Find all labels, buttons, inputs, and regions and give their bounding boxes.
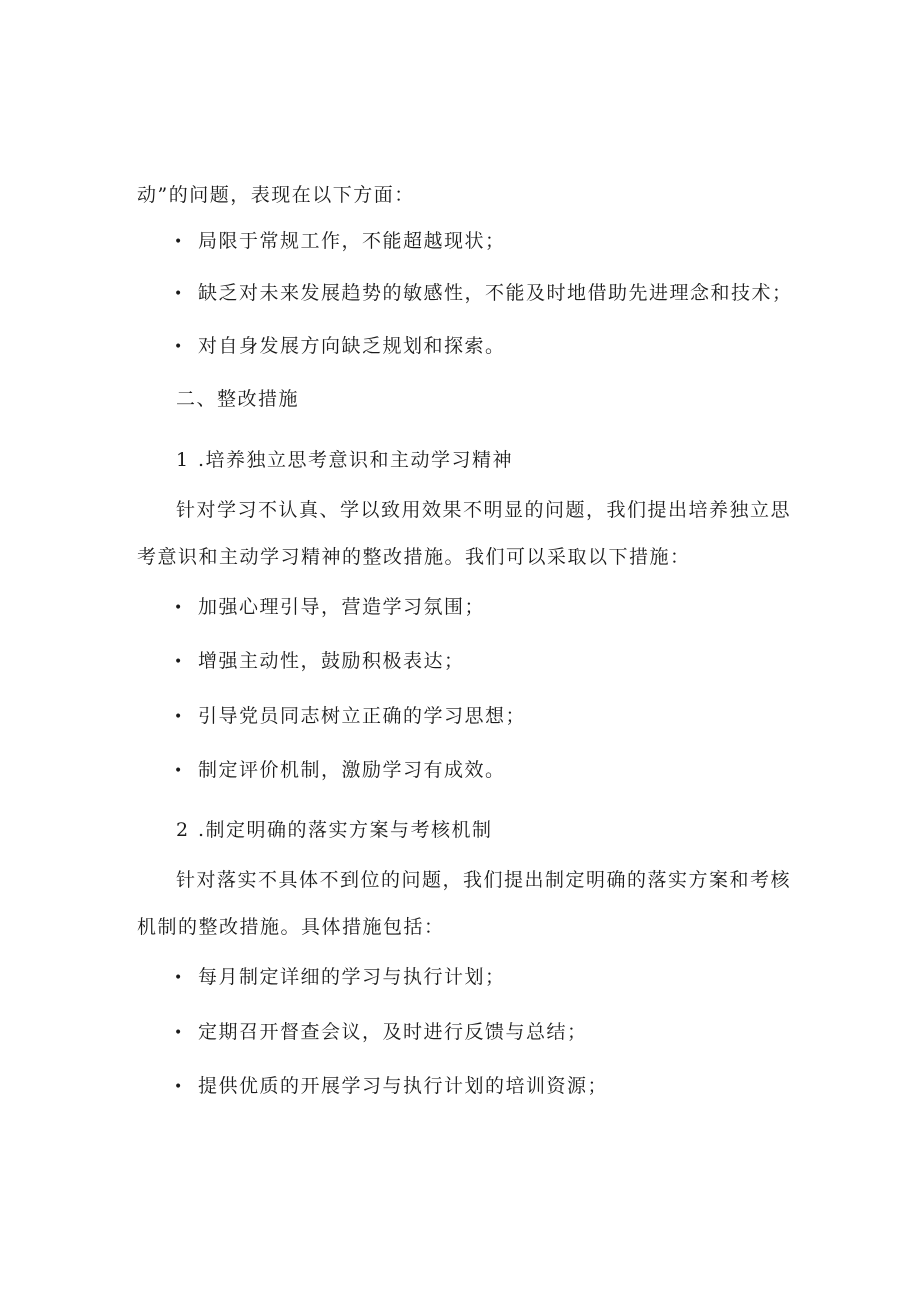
paragraph-line: 考意识和主动学习精神的整改措施。我们可以采取以下措施：	[137, 546, 691, 568]
paragraph-line: 机制的整改措施。具体措施包括：	[137, 916, 445, 938]
list-item	[174, 1019, 588, 1046]
intro-continuation: 动”的问题，表现在以下方面：	[137, 184, 415, 206]
bullet-icon: •	[174, 763, 184, 779]
list-item	[174, 280, 793, 307]
paragraph-line: 针对学习不认真、学以致用效果不明显的问题，我们提出培养独立思	[176, 499, 792, 521]
subsection-number: 1	[176, 449, 190, 471]
bullet-icon: •	[174, 600, 184, 616]
list-item-text: 加强心理引导，营造学习氛围；	[198, 596, 486, 618]
subsection-title: .制定明确的落实方案与考核机制	[198, 819, 493, 841]
bullet-icon: •	[174, 234, 184, 250]
list-item	[174, 594, 485, 621]
subsection-heading-2	[176, 817, 493, 843]
bullet-icon: •	[174, 286, 184, 302]
bullet-icon: •	[174, 1079, 184, 1095]
list-item	[174, 757, 506, 784]
list-item	[174, 964, 506, 991]
list-item	[174, 703, 526, 730]
list-item-text: 提供优质的开展学习与执行计划的培训资源；	[198, 1075, 609, 1097]
subsection-title: .培养独立思考意识和主动学习精神	[198, 449, 514, 471]
bullet-icon: •	[174, 1025, 184, 1041]
list-item	[174, 333, 506, 360]
bullet-icon: •	[174, 654, 184, 670]
list-item-text: 制定评价机制，激励学习有成效。	[198, 759, 506, 781]
list-item-text: 对自身发展方向缺乏规划和探索。	[198, 335, 506, 357]
list-item	[174, 228, 506, 255]
list-item-text: 每月制定详细的学习与执行计划；	[198, 966, 506, 988]
list-item	[174, 648, 465, 675]
list-item-text: 缺乏对未来发展趋势的敏感性，不能及时地借助先进理念和技术；	[198, 282, 793, 304]
list-item-text: 增强主动性，鼓励积极表达；	[198, 650, 465, 672]
paragraph-line: 针对落实不具体不到位的问题，我们提出制定明确的落实方案和考核	[176, 869, 792, 891]
list-item-text: 引导党员同志树立正确的学习思想；	[198, 705, 527, 727]
section-heading: 二、整改措施	[176, 388, 300, 410]
subsection-heading-1	[176, 447, 513, 473]
subsection-number: 2	[176, 819, 190, 841]
bullet-icon: •	[174, 709, 184, 725]
list-item	[174, 1073, 608, 1100]
bullet-icon: •	[174, 970, 184, 986]
bullet-icon: •	[174, 339, 184, 355]
list-item-text: 定期召开督查会议，及时进行反馈与总结；	[198, 1021, 588, 1043]
list-item-text: 局限于常规工作，不能超越现状；	[198, 230, 506, 252]
